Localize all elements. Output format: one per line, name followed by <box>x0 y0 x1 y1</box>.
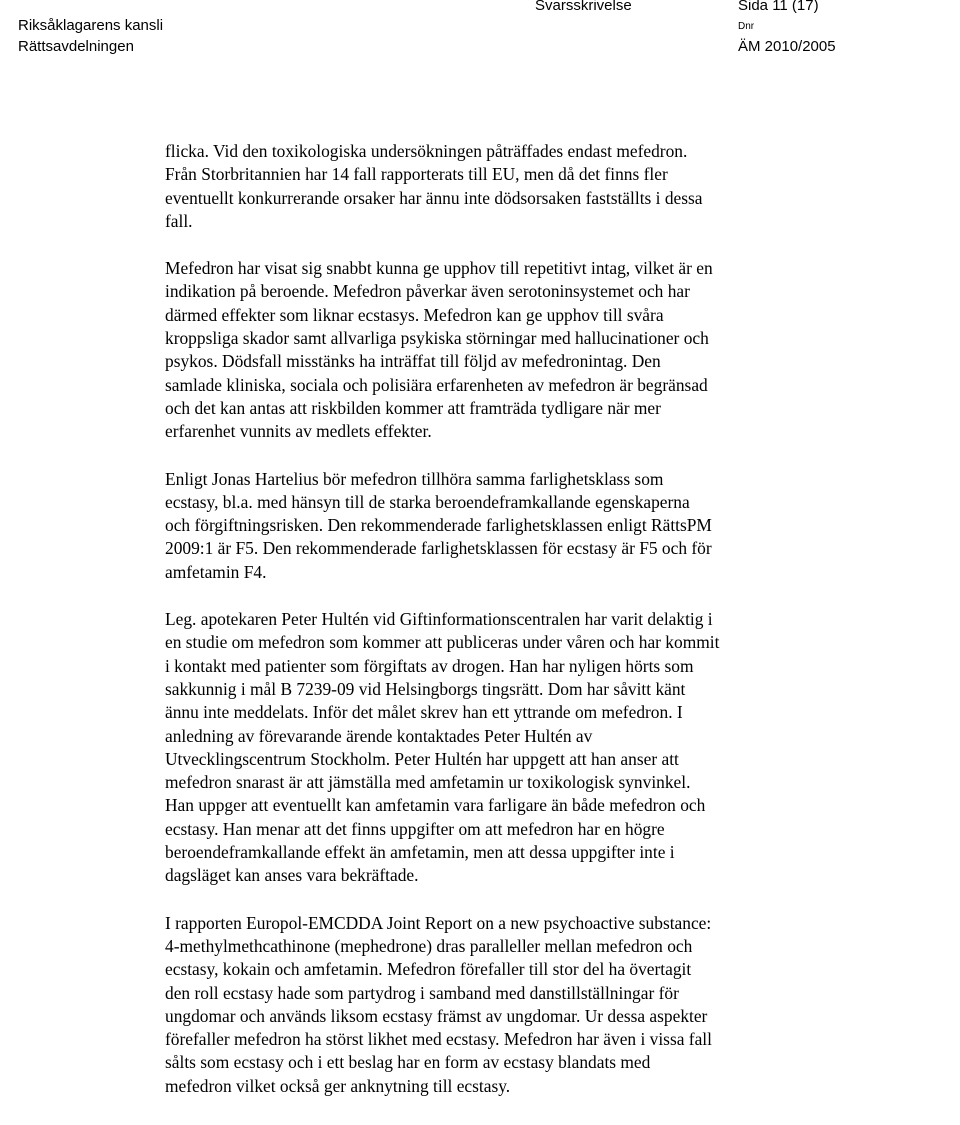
text-line: därmed effekter som liknar ecstasys. Mefedron kan ge upphov till svåra <box>165 304 664 325</box>
paragraph <box>165 257 955 443</box>
text-line: ungdomar och används liksom ecstasy främst av ungdomar. Ur dessa aspekter <box>165 1005 708 1026</box>
text-line: ecstasy, kokain och amfetamin. Mefedron förefaller till stor del ha övertagit <box>165 959 692 980</box>
text-line: mefedron vilket också ger anknytning till ecstasy. <box>165 1075 511 1096</box>
text-line: Mefedron har visat sig snabbt kunna ge upphov till repetitivt intag, vilket är en <box>165 258 713 279</box>
text-line: flicka. Vid den toxikologiska undersökningen påträffades endast mefedron. <box>165 141 688 161</box>
text-line: 2009:1 är F5. Den rekommenderade farlighetsklassen för ecstasy är F5 och för <box>165 538 712 559</box>
text-line: I rapporten Europol-EMCDDA Joint Report on a new psychoactive substance: <box>165 912 712 933</box>
text-line: och det kan antas att riskbilden kommer att framträda tydligare när mer <box>165 397 661 418</box>
paragraph <box>165 468 955 584</box>
case-number: ÄM 2010/2005 <box>738 38 836 55</box>
text-line: Enligt Jonas Hartelius bör mefedron tillhöra samma farlighetsklass som <box>165 468 664 489</box>
text-line: en studie om mefedron som kommer att publiceras under våren och har kommit <box>165 632 720 653</box>
document-body <box>165 140 955 1122</box>
text-line: amfetamin F4. <box>165 561 267 582</box>
text-line: beroendeframkallande effekt än amfetamin, men att dessa uppgifter inte i <box>165 842 675 863</box>
text-line: Leg. apotekaren Peter Hultén vid Giftinformationscentralen har varit delaktig i <box>165 609 713 630</box>
text-line: och förgiftningsrisken. Den rekommenderade farlighetsklassen enligt RättsPM <box>165 515 712 536</box>
text-line: ecstasy. Han menar att det finns uppgifter om att mefedron har en högre <box>165 818 665 839</box>
text-line: kroppsliga skador samt allvarliga psykiska störningar med hallucinationer och <box>165 328 709 349</box>
department-name: Rättsavdelningen <box>18 38 134 55</box>
text-line: ännu inte meddelats. Inför det målet skrev han ett yttrande om mefedron. I <box>165 702 683 723</box>
text-line: psykos. Dödsfall misstänks ha inträffat till följd av mefedronintag. Den <box>165 351 661 372</box>
text-line: mefedron snarast är att jämställa med amfetamin ur toxikologisk synvinkel. <box>165 772 691 793</box>
text-line: dagsläget kan anses vara bekräftade. <box>165 865 419 886</box>
document-type: Svarsskrivelse <box>535 0 632 14</box>
organization-name: Riksåklagarens kansli <box>18 17 164 34</box>
text-line: anledning av förevarande ärende kontaktades Peter Hultén av <box>165 725 593 746</box>
text-line: Han uppger att eventuellt kan amfetamin vara farligare än både mefedron och <box>165 795 706 816</box>
text-line: ecstasy, bl.a. med hänsyn till de starka beroendeframkallande egenskaperna <box>165 491 690 512</box>
text-line: fall. <box>165 210 193 231</box>
paragraph <box>165 608 955 888</box>
text-line: Från Storbritannien har 14 fall rapporterats till EU, men då det finns fler <box>165 164 668 185</box>
text-line: erfarenhet vunnits av medlets effekter. <box>165 421 432 442</box>
paragraph <box>165 140 955 233</box>
text-line: Utvecklingscentrum Stockholm. Peter Hultén har uppgett att han anser att <box>165 748 679 769</box>
page-number: Sida 11 (17) <box>738 0 819 14</box>
text-line: den roll ecstasy hade som partydrog i samband med danstillställningar för <box>165 982 679 1003</box>
text-line: i kontakt med patienter som förgiftats av drogen. Han har nyligen hörts som <box>165 655 694 676</box>
text-line: sakkunnig i mål B 7239-09 vid Helsingborgs tingsrätt. Dom har såvitt känt <box>165 678 686 699</box>
document-header <box>0 0 960 70</box>
text-line: förefaller mefedron ha störst likhet med ecstasy. Mefedron har även i vissa fall <box>165 1029 712 1050</box>
text-line: indikation på beroende. Mefedron påverkar även serotoninsystemet och har <box>165 281 690 302</box>
paragraph <box>165 912 955 1098</box>
text-line: eventuellt konkurrerande orsaker har ännu inte dödsorsaken fastställts i dessa <box>165 187 703 208</box>
text-line: 4-methylmethcathinone (mephedrone) dras paralleller mellan mefedron och <box>165 935 693 956</box>
text-line: samlade kliniska, sociala och polisiära erfarenheten av mefedron är begränsad <box>165 374 708 395</box>
dnr-label: Dnr <box>738 21 755 32</box>
text-line: sålts som ecstasy och i ett beslag har en form av ecstasy blandats med <box>165 1052 651 1073</box>
